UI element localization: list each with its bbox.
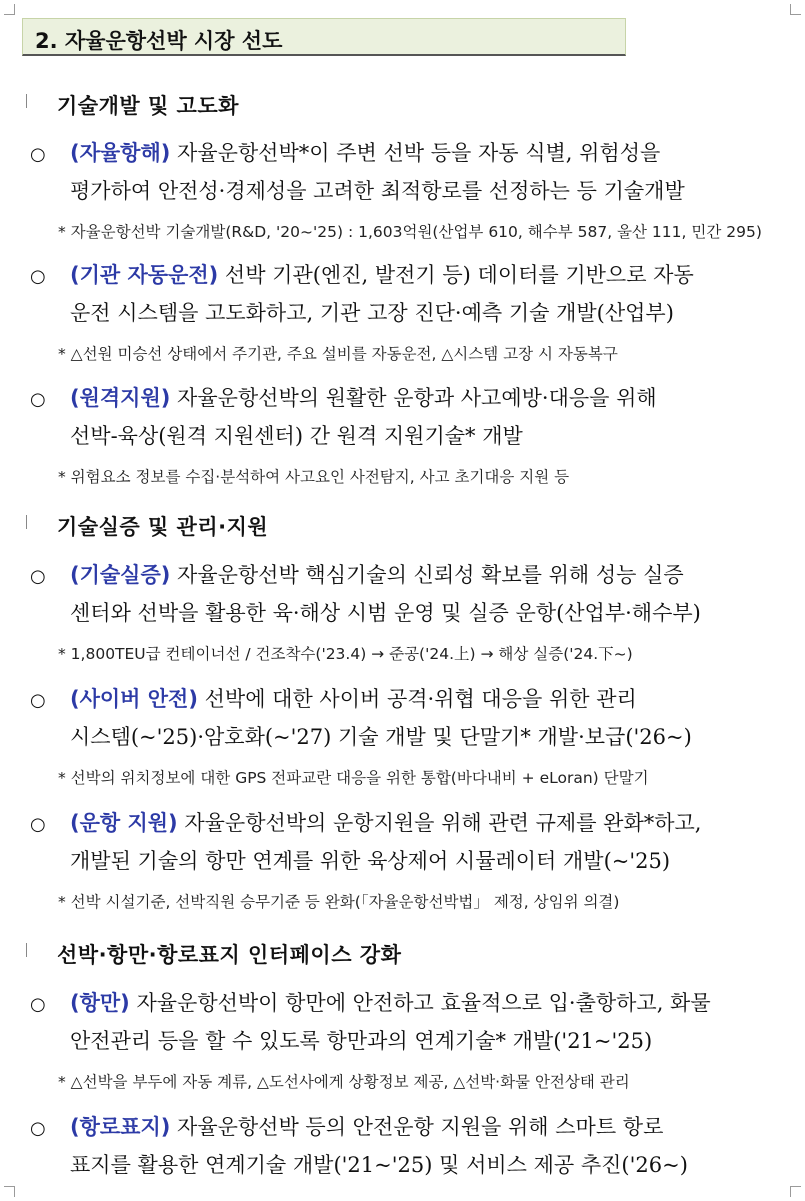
item-text-1: 자율운항선박의 원활한 운항과 사고예방·대응을 위해: [177, 386, 657, 410]
item-line-2: 표지를 활용한 연계기술 개발('21~'25) 및 서비스 제공 추진('26~): [70, 1153, 688, 1177]
corner-mark-top-right: [790, 4, 801, 15]
item-note: * 자율운항선박 기술개발(R&D, '20~'25) : 1,603억원(산업부 610, 해수부 587, 울산 111, 민간 295): [58, 223, 762, 241]
bullet-circle: ○: [30, 266, 46, 287]
section-title: 기술실증 및 관리·지원: [57, 515, 269, 539]
item-note: * △선원 미승선 상태에서 주기관, 주요 설비를 자동운전, △시스템 고장 시 자동복구: [58, 345, 618, 363]
item-text-1: 선박에 대한 사이버 공격·위협 대응을 위한 관리: [204, 687, 637, 711]
item-line-2: 운전 시스템을 고도화하고, 기관 고장 진단·예측 기술 개발(산업부): [70, 301, 674, 325]
bullet-circle: ○: [30, 566, 46, 587]
item-text-1: 자율운항선박이 항만에 안전하고 효율적으로 입·출항하고, 화물: [136, 991, 711, 1015]
item-tag: (운항 지원): [70, 811, 178, 835]
bullet-circle: ○: [30, 690, 46, 711]
corner-mark-bottom-left: [4, 1186, 15, 1197]
item-tag: (사이버 안전): [70, 687, 198, 711]
item-tag: (항만): [70, 991, 130, 1015]
item-line-2: 평가하여 안전성·경제성을 고려한 최적항로를 선정하는 등 기술개발: [70, 179, 685, 203]
section-title: 기술개발 및 고도화: [57, 94, 239, 118]
item-text-1: 자율운항선박*이 주변 선박 등을 자동 식별, 위험성을: [177, 141, 661, 165]
section-title: 선박·항만·항로표지 인터페이스 강화: [57, 943, 402, 967]
item-note: * △선박을 부두에 자동 계류, △도선사에게 상황정보 제공, △선박·화물 안전상태 관리: [58, 1073, 630, 1091]
item-line-1: [70, 684, 637, 714]
item-line-1: [70, 1112, 663, 1142]
item-note: * 1,800TEU급 컨테이너선 / 건조착수('23.4) → 준공('24.上) → 해상 실증('24.下~): [58, 645, 633, 663]
item-note: * 선박의 위치정보에 대한 GPS 전파교란 대응을 위한 통합(바다내비 + eLoran) 단말기: [58, 769, 649, 787]
item-line-1: [70, 260, 694, 290]
item-line-1: [70, 560, 684, 590]
bullet-circle: ○: [30, 144, 46, 165]
item-line-1: [70, 138, 660, 168]
item-tag: (자율항해): [70, 141, 171, 165]
item-text-1: 선박 기관(엔진, 발전기 등) 데이터를 기반으로 자동: [224, 263, 694, 287]
item-tag: (원격지원): [70, 386, 171, 410]
item-note: * 선박 시설기준, 선박직원 승무기준 등 완화(「자율운항선박법」 제정, 상임위 의결): [58, 893, 620, 911]
item-note: * 위험요소 정보를 수집·분석하여 사고요인 사전탐지, 사고 초기대응 지원 등: [58, 468, 570, 486]
item-tag: (기관 자동운전): [70, 263, 219, 287]
item-line-2: 센터와 선박을 활용한 육·해상 시범 운영 및 실증 운항(산업부·해수부): [70, 601, 701, 625]
bullet-circle: ○: [30, 1118, 46, 1139]
item-line-2: 안전관리 등을 할 수 있도록 항만과의 연계기술* 개발('21~'25): [70, 1029, 653, 1053]
bullet-circle: ○: [30, 994, 46, 1015]
section-marker: [26, 515, 33, 529]
item-text-1: 자율운항선박의 운항지원을 위해 관련 규제를 완화*하고,: [184, 811, 702, 835]
item-line-1: [70, 808, 701, 838]
item-line-2: 선박-육상(원격 지원센터) 간 원격 지원기술* 개발: [70, 424, 523, 448]
item-line-2: 개발된 기술의 항만 연계를 위한 육상제어 시뮬레이터 개발(~'25): [70, 849, 671, 873]
item-line-1: [70, 988, 711, 1018]
item-text-1: 자율운항선박 핵심기술의 신뢰성 확보를 위해 성능 실증: [177, 563, 684, 587]
bullet-circle: ○: [30, 814, 46, 835]
section-marker: [26, 94, 33, 108]
bullet-circle: ○: [30, 389, 46, 410]
corner-mark-bottom-right: [790, 1186, 801, 1197]
item-tag: (기술실증): [70, 563, 171, 587]
section-marker: [26, 943, 33, 957]
item-text-1: 자율운항선박 등의 안전운항 지원을 위해 스마트 항로: [177, 1115, 664, 1139]
corner-mark-top-left: [4, 4, 15, 15]
item-line-1: [70, 383, 657, 413]
item-line-2: 시스템(~'25)·암호화(~'27) 기술 개발 및 단말기* 개발·보급('26~): [70, 725, 692, 749]
heading-box: [22, 18, 626, 56]
page-title: 2. 자율운항선박 시장 선도: [35, 29, 283, 53]
item-tag: (항로표지): [70, 1115, 171, 1139]
